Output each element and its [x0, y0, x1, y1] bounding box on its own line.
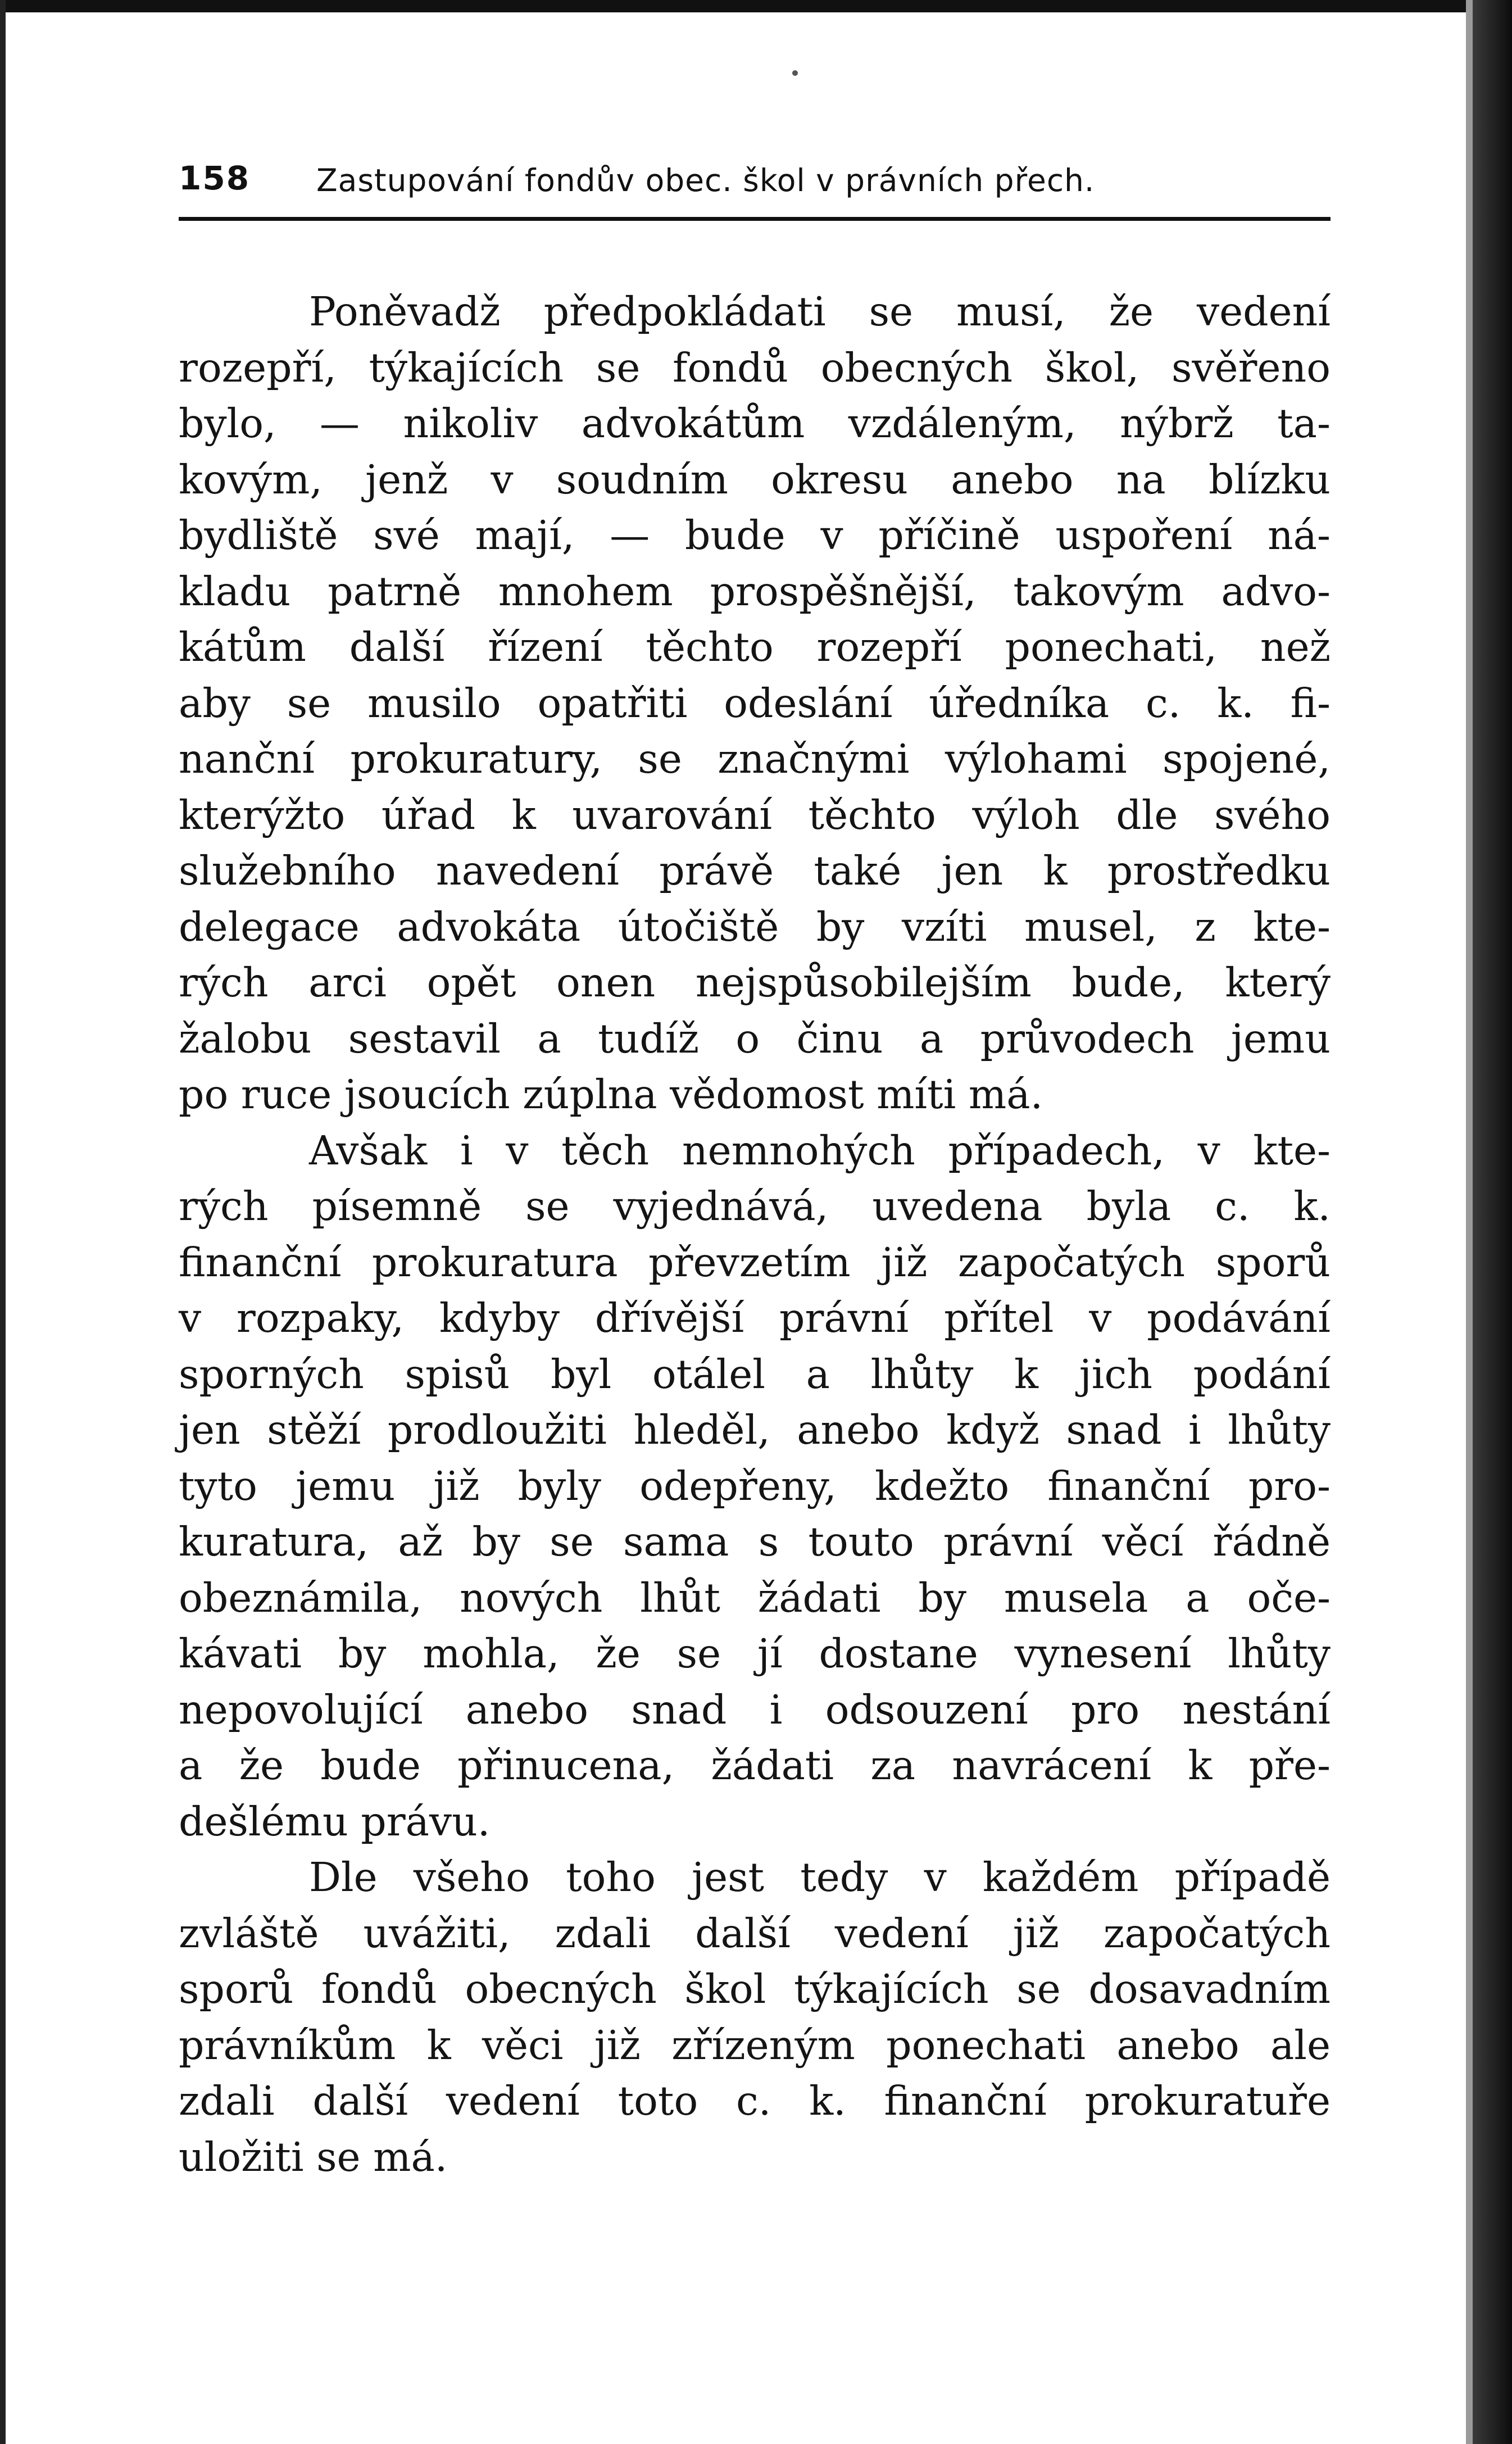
scan-border-right — [1473, 0, 1512, 2444]
text-line: sporných spisů byl otálel a lhůty k jich podání — [179, 1350, 1331, 1398]
text-line: dešlému právu. — [179, 1798, 491, 1845]
text-line: kátům další řízení těchto rozepří ponechati, než — [179, 624, 1331, 670]
text-line: rých písemně se vyjednává, uvedena byla c. k. — [179, 1183, 1331, 1230]
text-line: rých arci opět onen nejspůsobilejším bude, který — [179, 959, 1331, 1006]
text-line: nepovolující anebo snad i odsouzení pro nestání — [179, 1686, 1331, 1733]
scan-border-left — [0, 0, 6, 2444]
text-line: jen stěží prodloužiti hleděl, anebo když snad i lhůty — [179, 1407, 1331, 1453]
text-line: obeznámila, nových lhůt žádati by musela a oče- — [179, 1574, 1331, 1621]
text-line: Dle všeho toho jest tedy v každém případě — [309, 1854, 1331, 1901]
scan-border-right-inner — [1466, 0, 1473, 2444]
text-line: finanční prokuratura převzetím již započatých sporů — [179, 1239, 1331, 1286]
text-line: uložiti se má. — [179, 2133, 448, 2180]
text-line: kladu patrně mnohem prospěšnější, takovým advo- — [179, 568, 1331, 615]
text-line: sporů fondů obecných škol týkajících se dosavadním — [179, 1966, 1331, 2012]
text-line: Poněvadž předpokládati se musí, že vedení — [309, 288, 1331, 335]
text-line: kovým, jenž v soudním okresu anebo na blízku — [179, 456, 1331, 503]
scan-border-top — [0, 0, 1512, 12]
text-line: právníkům k věci již zřízeným ponechati anebo ale — [179, 2021, 1331, 2069]
text-line: tyto jemu již byly odepřeny, kdežto finanční pro- — [179, 1462, 1331, 1509]
text-line: a že bude přinucena, žádati za navrácení k pře- — [179, 1742, 1331, 1789]
body-text — [179, 284, 1331, 2185]
text-line: kterýžto úřad k uvarování těchto výloh dle svého — [179, 791, 1331, 838]
text-line: po ruce jsoucích zúplna vědomost míti má. — [179, 1071, 1043, 1118]
text-line: v rozpaky, kdyby dřívější právní přítel v podávání — [179, 1295, 1331, 1341]
text-line: Avšak i v těch nemnohých případech, v kte- — [309, 1127, 1331, 1174]
text-line: aby se musilo opatřiti odeslání úředníka c. k. fi- — [179, 679, 1331, 727]
text-line: zvláště uvážiti, zdali další vedení již započatých — [179, 1910, 1331, 1957]
text-line: kávati by mohla, že se jí dostane vynesení lhůty — [179, 1630, 1331, 1677]
text-line: zdali další vedení toto c. k. finanční prokuratuře — [179, 2078, 1331, 2124]
page-header — [179, 159, 1331, 204]
stray-ink-dot — [792, 70, 798, 76]
text-line: rozepří, týkajících se fondů obecných škol, svěřeno — [179, 344, 1331, 391]
text-line: kuratura, až by se sama s touto právní věcí řádně — [179, 1518, 1331, 1565]
text-line: delegace advokáta útočiště by vzíti musel, z kte- — [179, 903, 1331, 950]
running-title: Zastupování fondův obec. škol v právních přech. — [316, 162, 1095, 198]
text-line: nanční prokuratury, se značnými výlohami spojené, — [179, 736, 1331, 782]
page-number: 158 — [179, 159, 251, 197]
text-line: žalobu sestavil a tudíž o činu a průvodech jemu — [179, 1015, 1331, 1062]
header-rule — [179, 217, 1331, 221]
text-line: bydliště své mají, — bude v příčině uspoření ná- — [179, 512, 1331, 559]
text-line: bylo, — nikoliv advokátům vzdáleným, nýbrž ta- — [179, 400, 1331, 447]
text-line: služebního navedení právě také jen k prostředku — [179, 847, 1331, 894]
